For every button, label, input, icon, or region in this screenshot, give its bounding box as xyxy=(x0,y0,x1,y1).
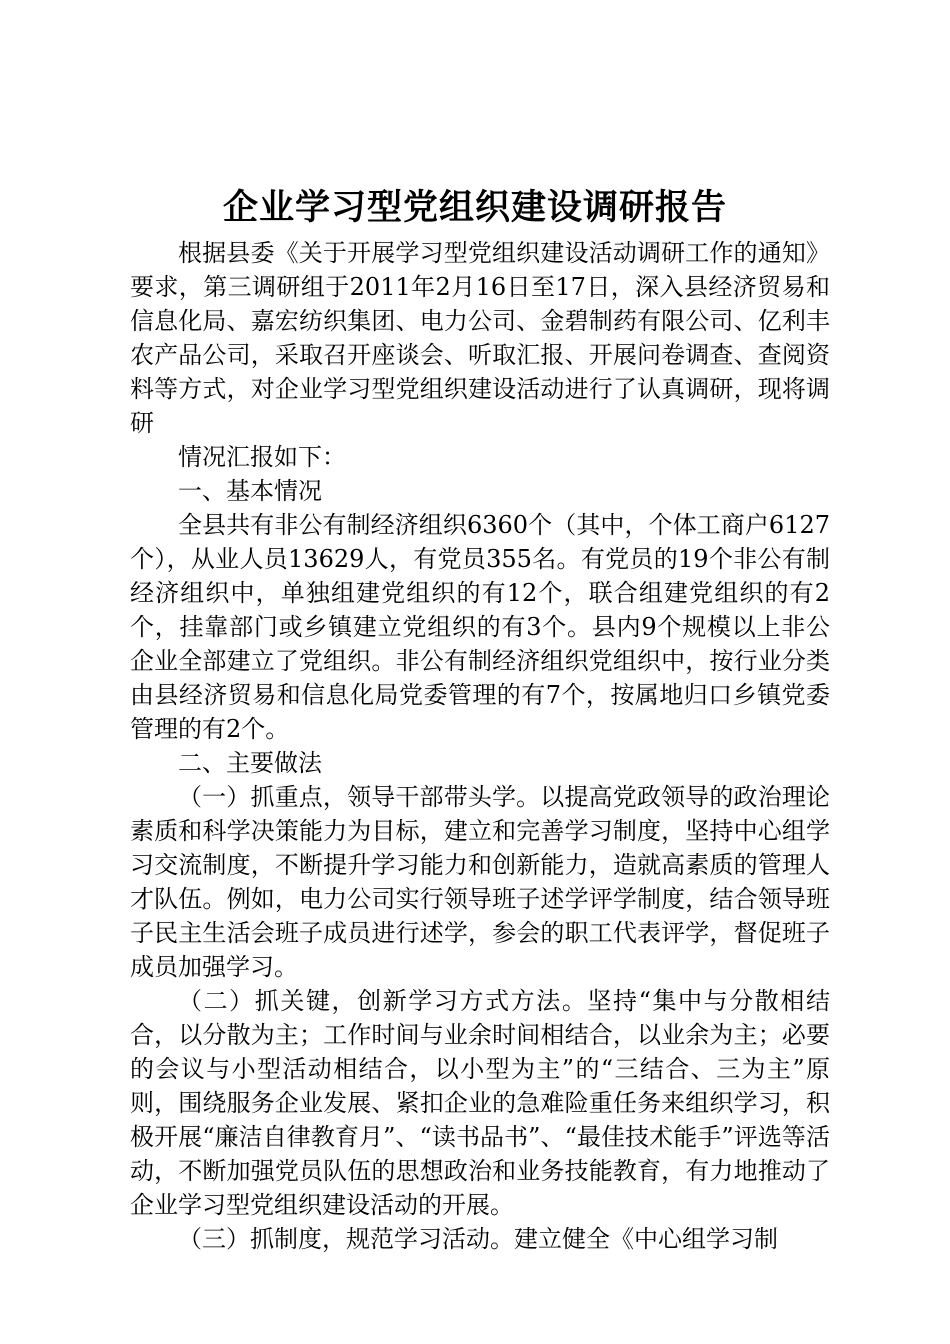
paragraph-practice-one: （一）抓重点，领导干部带头学。以提高党政领导的政治理论素质和科学决策能力为目标，建立和完善学习制度，坚持中心组学习交流制度，不断提升学习能力和创新能力，造就高素质的管理人才队伍。例如，电力公司实行领导班子述学评学制度，结合领导班子民主生活会班子成员进行述学，参会的职工代表评学，督促班子成员加强学习。 xyxy=(130,783,830,981)
section-heading-main-practices: 二、主要做法 xyxy=(178,749,322,777)
paragraph-intro-continued: 情况汇报如下： xyxy=(178,443,346,471)
paragraph-intro: 根据县委《关于开展学习型党组织建设活动调研工作的通知》要求，第三调研组于2011年2月16日至17日，深入县经济贸易和信息化局、嘉宏纺织集团、电力公司、金碧制药有限公司、亿利丰农产品公司，采取召开座谈会、听取汇报、开展问卷调查、查阅资料等方式，对企业学习型党组织建设活动进行了认真调研，现将调研 xyxy=(130,239,830,437)
section-heading-basic-situation: 一、基本情况 xyxy=(178,477,322,505)
paragraph-practice-two: （二）抓关键，创新学习方式方法。坚持“集中与分散相结合，以分散为主；工作时间与业余时间相结合，以业余为主；必要的会议与小型活动相结合，以小型为主”的“三结合、三为主”原则，围绕服务企业发展、紧扣企业的急难险重任务来组织学习，积极开展“廉洁自律教育月”、“读书品书”、“最佳技术能手”评选等活动，不断加强党员队伍的思想政治和业务技能教育，有力地推动了企业学习型党组织建设活动的开展。 xyxy=(130,987,830,1219)
document-title: 企业学习型党组织建设调研报告 xyxy=(222,187,727,228)
paragraph-basic-situation: 全县共有非公有制经济组织6360个（其中，个体工商户6127个），从业人员13629人，有党员355名。有党员的19个非公有制经济组织中，单独组建党组织的有12个，联合组建党组织的有2个，挂靠部门或乡镇建立党组织的有3个。县内9个规模以上非公企业全部建立了党组织。非公有制经济组织党组织中，按行业分类由县经济贸易和信息化局党委管理的有7个，按属地归口乡镇党委管理的有2个。 xyxy=(130,511,830,743)
document-body xyxy=(130,236,830,1256)
paragraph-practice-three: （三）抓制度，规范学习活动。建立健全《中心组学习制 xyxy=(178,1225,778,1253)
